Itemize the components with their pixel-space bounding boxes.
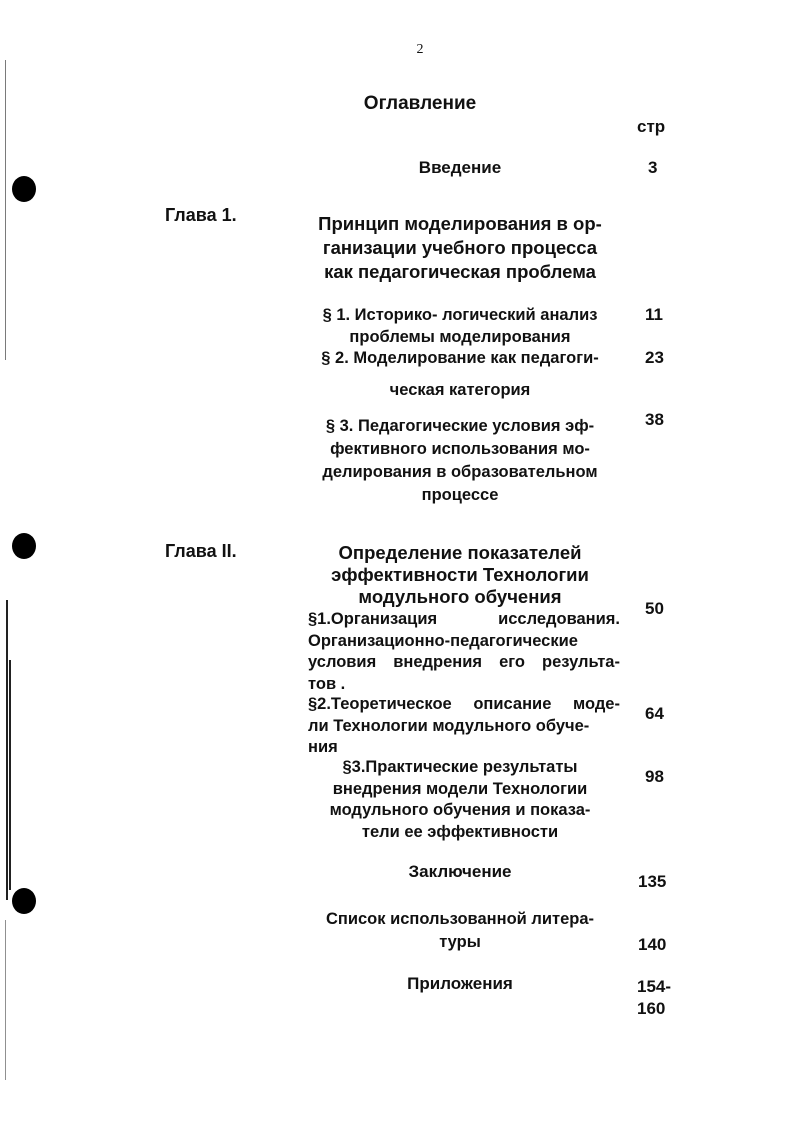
- toc-entry-ch1-section-2: § 2. Моделирование как педагоги-: [321, 349, 599, 367]
- scan-edge-line: [9, 660, 11, 890]
- toc-title: Оглавление: [363, 93, 477, 114]
- toc-entry-ch1-section-3: § 3. Педагогические условия эф- фективного использования мо- делирования в образовательном процессе: [322, 417, 598, 504]
- binding-hole: [12, 888, 36, 914]
- toc-entry-ch2-section-2: §2.Теоретическое описание моде- ли Технологии модульного обуче- ния: [308, 695, 620, 756]
- binding-hole: [12, 533, 36, 559]
- chapter-2-title: Определение показателей эффективности Технологии модульного обучения: [331, 542, 589, 607]
- scan-edge-line: [5, 60, 6, 360]
- binding-hole: [12, 176, 36, 202]
- toc-page-ch2-section-1: 50: [645, 599, 664, 618]
- toc-page-ch2-section-3: 98: [645, 767, 664, 786]
- toc-page-bibliography: 140: [638, 935, 667, 954]
- chapter-1-title: Принцип моделирования в ор- ганизации учебного процесса как педагогическая проблема: [318, 213, 602, 282]
- page-column-header: стр: [637, 117, 666, 136]
- chapter-1-label: Глава 1.: [165, 205, 237, 225]
- toc-entry-ch2-section-3: §3.Практические результаты внедрения модели Технологии модульного обучения и показа- тели ее эффективности: [329, 758, 591, 841]
- toc-page-ch2-section-2: 64: [645, 704, 664, 723]
- scan-edge-line: [5, 920, 6, 1080]
- toc-page-appendix: 154- 160: [637, 977, 672, 1018]
- toc-entry-conclusion: Заключение: [408, 862, 512, 881]
- chapter-2-label: Глава II.: [165, 541, 237, 561]
- toc-page-conclusion: 135: [638, 872, 667, 891]
- toc-entry-introduction: Введение: [418, 158, 502, 177]
- toc-entry-ch1-section-1: § 1. Историко- логический анализ проблемы моделирования: [322, 306, 598, 346]
- toc-page-introduction: 3: [648, 158, 658, 177]
- toc-entry-appendix: Приложения: [407, 974, 513, 993]
- scan-edge-line: [6, 600, 8, 900]
- toc-entry-bibliography: Список использованной литера- туры: [325, 910, 595, 951]
- page-number: 2: [416, 42, 424, 57]
- toc-entry-ch2-section-1: §1.Организация исследования. Организационно-педагогические условия внедрения его результа- тов .: [308, 610, 620, 693]
- toc-page-ch1-section-3: 38: [645, 410, 664, 429]
- toc-page-ch1-section-2: 23: [645, 348, 664, 367]
- toc-page-ch1-section-1: 11: [645, 305, 663, 324]
- toc-entry-ch1-section-2-cont: ческая категория: [389, 381, 531, 399]
